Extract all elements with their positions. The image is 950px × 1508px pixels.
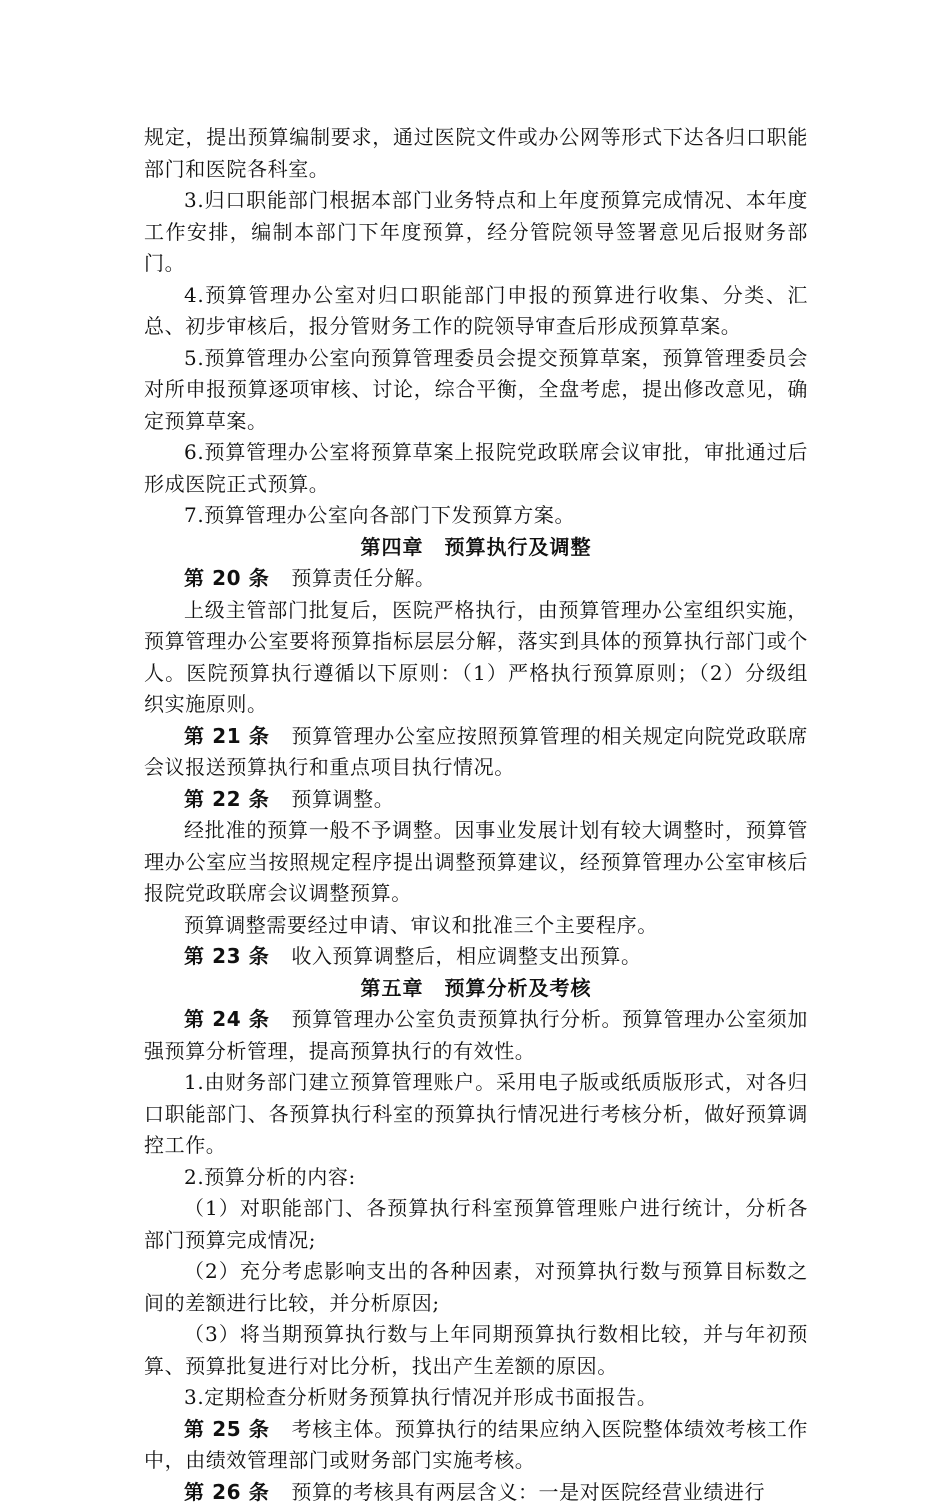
paragraph: 6.预算管理办公室将预算草案上报院党政联席会议审批，审批通过后形成医院正式预算。 [144,437,808,500]
article-22 [144,784,808,816]
article-text: 预算的考核具有两层含义：一是对医院经营业绩进行 [291,1480,765,1504]
article-number: 第 26 条 [184,1480,269,1504]
article-20 [144,563,808,595]
article-text: 预算管理办公室负责预算执行分析。预算管理办公室须加强预算分析管理，提高预算执行的有效性。 [144,1007,808,1063]
article-21 [144,721,808,784]
paragraph: 7.预算管理办公室向各部门下发预算方案。 [144,500,808,532]
article-text: 收入预算调整后，相应调整支出预算。 [291,944,641,968]
paragraph: 2.预算分析的内容: [144,1162,808,1194]
paragraph: 1.由财务部门建立预算管理账户。采用电子版或纸质版形式，对各归口职能部门、各预算执行科室的预算执行情况进行考核分析，做好预算调控工作。 [144,1067,808,1162]
article-23 [144,941,808,973]
paragraph: （3）将当期预算执行数与上年同期预算执行数相比较，并与年初预算、预算批复进行对比分析，找出产生差额的原因。 [144,1319,808,1382]
paragraph: 3.归口职能部门根据本部门业务特点和上年度预算完成情况、本年度工作安排，编制本部门下年度预算，经分管院领导签署意见后报财务部门。 [144,185,808,280]
article-number: 第 25 条 [184,1417,270,1441]
article-text: 预算责任分解。 [291,566,435,590]
article-text: 预算管理办公室应按照预算管理的相关规定向院党政联席会议报送预算执行和重点项目执行情况。 [144,724,808,780]
document-page [144,122,808,1508]
article-number: 第 21 条 [184,724,270,748]
article-number: 第 20 条 [184,566,269,590]
paragraph: 上级主管部门批复后，医院严格执行，由预算管理办公室组织实施，预算管理办公室要将预算指标层层分解，落实到具体的预算执行部门或个人。医院预算执行遵循以下原则：（1）严格执行预算原则；（2）分级组织实施原则。 [144,595,808,721]
article-24 [144,1004,808,1067]
article-number: 第 24 条 [184,1007,270,1031]
chapter-heading-5: 第五章 预算分析及考核 [144,973,808,1005]
paragraph: 预算调整需要经过申请、审议和批准三个主要程序。 [144,910,808,942]
paragraph: 3.定期检查分析财务预算执行情况并形成书面报告。 [144,1382,808,1414]
article-text: 考核主体。预算执行的结果应纳入医院整体绩效考核工作中，由绩效管理部门或财务部门实施考核。 [144,1417,808,1473]
article-text: 预算调整。 [291,787,394,811]
article-number: 第 22 条 [184,787,269,811]
article-25 [144,1414,808,1477]
paragraph: 经批准的预算一般不予调整。因事业发展计划有较大调整时，预算管理办公室应当按照规定程序提出调整预算建议，经预算管理办公室审核后报院党政联席会议调整预算。 [144,815,808,910]
article-26 [144,1477,808,1508]
paragraph: 规定，提出预算编制要求，通过医院文件或办公网等形式下达各归口职能部门和医院各科室。 [144,122,808,185]
article-number: 第 23 条 [184,944,269,968]
paragraph: （1）对职能部门、各预算执行科室预算管理账户进行统计，分析各部门预算完成情况; [144,1193,808,1256]
paragraph: 5.预算管理办公室向预算管理委员会提交预算草案，预算管理委员会对所申报预算逐项审核、讨论，综合平衡，全盘考虑，提出修改意见，确定预算草案。 [144,343,808,438]
chapter-heading-4: 第四章 预算执行及调整 [144,532,808,564]
paragraph: （2）充分考虑影响支出的各种因素，对预算执行数与预算目标数之间的差额进行比较，并分析原因; [144,1256,808,1319]
paragraph: 4.预算管理办公室对归口职能部门申报的预算进行收集、分类、汇总、初步审核后，报分管财务工作的院领导审查后形成预算草案。 [144,280,808,343]
